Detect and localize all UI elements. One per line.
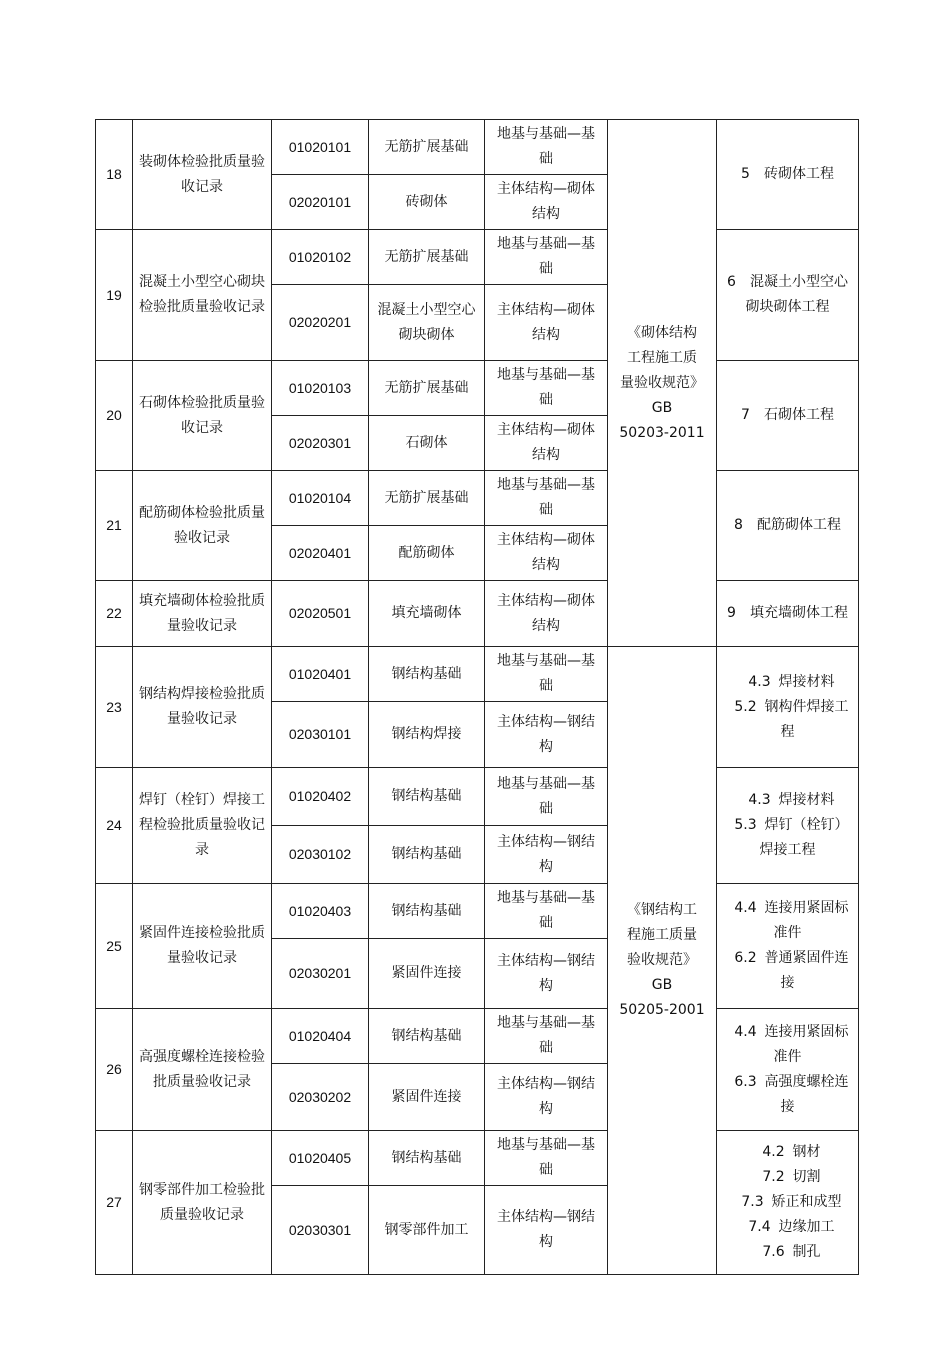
sub-item-name: 钢结构焊接 [369,702,485,768]
clause-title: 混凝土小型空心砌块砌体工程 [745,274,848,315]
item-number: 22 [96,581,133,647]
clause-number: 4.4 [734,900,757,916]
clause-reference [717,1131,859,1275]
clause-number: 4.3 [748,673,771,690]
sub-item-code: 02030301 [272,1186,369,1275]
table-row [96,768,859,826]
clause-line [723,403,852,428]
sub-item-code: 01020404 [272,1009,369,1064]
record-name: 高强度螺栓连接检验批质量验收记录 [133,1009,272,1131]
sub-item-name: 钢结构基础 [369,647,485,702]
record-name: 紧固件连接检验批质量验收记录 [133,884,272,1009]
table-row [96,1131,859,1186]
clause-number: 7.6 [762,1244,785,1260]
sub-item-code: 02030201 [272,939,369,1009]
item-number: 23 [96,647,133,768]
sub-item-name: 砖砌体 [369,175,485,230]
standard-line: 《钢结构工 [627,902,697,918]
clause-line [723,1165,852,1190]
clause-reference [717,361,859,471]
table-row [96,361,859,416]
sub-item-code: 02020401 [272,526,369,581]
clause-reference [717,768,859,884]
clause-title: 焊接材料 [778,673,835,690]
division-name: 主体结构—砌体结构 [485,285,608,361]
clause-title: 边缘加工 [778,1219,835,1235]
division-name: 主体结构—钢结构 [485,939,608,1009]
sub-item-code: 02030102 [272,826,369,884]
clause-line [723,813,852,863]
clause-title: 切割 [792,1169,821,1185]
division-name: 主体结构—砌体结构 [485,526,608,581]
clause-line [723,788,852,813]
record-name: 配筋砌体检验批质量验收记录 [133,471,272,581]
clause-title: 钢材 [792,1144,821,1160]
division-name: 地基与基础—基础 [485,120,608,175]
clause-number: 7.4 [748,1219,771,1235]
standard-line: 50205-2001 [619,1002,705,1018]
clause-line [723,1020,852,1070]
table-row [96,647,859,702]
division-name: 地基与基础—基础 [485,1131,608,1186]
clause-reference [717,581,859,647]
division-name: 地基与基础—基础 [485,647,608,702]
record-name: 焊钉（栓钉）焊接工程检验批质量验收记录 [133,768,272,884]
clause-title: 填充墙砌体工程 [749,605,848,621]
item-number: 20 [96,361,133,471]
record-name: 填充墙砌体检验批质量验收记录 [133,581,272,647]
clause-reference [717,1009,859,1131]
clause-title: 高强度螺栓连接 [764,1073,849,1115]
standard-line: 工程施工质 [627,349,697,366]
sub-item-name: 钢结构基础 [369,826,485,884]
clause-number: 8 [734,517,743,533]
sub-item-name: 钢零部件加工 [369,1186,485,1275]
clause-number: 7 [741,407,750,423]
standard-line: GB [651,399,673,416]
clause-number: 6 [727,274,736,290]
clause-title: 石砌体工程 [763,407,834,423]
acceptance-standard [608,120,717,647]
clause-reference [717,120,859,230]
clause-number: 5.3 [734,817,757,833]
record-name: 混凝土小型空心砌块检验批质量验收记录 [133,230,272,361]
sub-item-code: 01020403 [272,884,369,939]
clause-title: 焊钉（栓钉）焊接工程 [759,817,849,858]
clause-number: 6.2 [734,950,757,966]
clause-number: 6.3 [734,1073,757,1090]
clause-number: 9 [727,605,736,621]
acceptance-standard [608,647,717,1275]
item-number: 27 [96,1131,133,1275]
sub-item-name: 混凝土小型空心砌块砌体 [369,285,485,361]
standard-line: 量验收规范》 [620,374,704,391]
sub-item-name: 无筋扩展基础 [369,230,485,285]
table-row [96,1009,859,1064]
sub-item-name: 石砌体 [369,416,485,471]
table-row [96,581,859,647]
record-name: 石砌体检验批质量验收记录 [133,361,272,471]
clause-reference [717,647,859,768]
item-number: 21 [96,471,133,581]
sub-item-code: 02030202 [272,1064,369,1131]
clause-title: 连接用紧固标准件 [764,1023,849,1065]
sub-item-code: 01020102 [272,230,369,285]
sub-item-code: 02020201 [272,285,369,361]
sub-item-name: 紧固件连接 [369,939,485,1009]
standard-line: 50203-2011 [619,424,705,441]
division-name: 地基与基础—基础 [485,361,608,416]
clause-number: 5.2 [734,698,757,715]
division-name: 主体结构—钢结构 [485,826,608,884]
record-name: 钢零部件加工检验批质量验收记录 [133,1131,272,1275]
clause-line [723,1140,852,1165]
sub-item-name: 钢结构基础 [369,1009,485,1064]
clause-line [723,896,852,946]
division-name: 主体结构—砌体结构 [485,416,608,471]
sub-item-code: 01020405 [272,1131,369,1186]
sub-item-name: 钢结构基础 [369,884,485,939]
sub-item-code: 01020402 [272,768,369,826]
clause-title: 矫正和成型 [771,1194,842,1210]
division-name: 地基与基础—基础 [485,1009,608,1064]
table-row [96,230,859,285]
sub-item-name: 填充墙砌体 [369,581,485,647]
sub-item-code: 01020401 [272,647,369,702]
division-name: 主体结构—钢结构 [485,1186,608,1275]
sub-item-name: 紧固件连接 [369,1064,485,1131]
clause-reference [717,884,859,1009]
standard-line: GB [651,977,673,993]
division-name: 主体结构—砌体结构 [485,175,608,230]
clause-number: 4.2 [762,1144,785,1160]
sub-item-name: 配筋砌体 [369,526,485,581]
clause-number: 4.4 [734,1023,757,1040]
clause-number: 5 [741,166,750,182]
sub-item-code: 02020301 [272,416,369,471]
item-number: 24 [96,768,133,884]
standard-line: 《砌体结构 [627,324,697,341]
clause-title: 制孔 [792,1244,821,1260]
clause-title: 焊接材料 [778,792,835,808]
acceptance-record-table [95,119,859,1275]
clause-line [723,1190,852,1215]
division-name: 主体结构—钢结构 [485,1064,608,1131]
sub-item-name: 钢结构基础 [369,1131,485,1186]
division-name: 主体结构—砌体结构 [485,581,608,647]
sub-item-code: 01020104 [272,471,369,526]
clause-line [723,601,852,626]
clause-line [723,695,852,745]
clause-line [723,162,852,187]
clause-reference [717,230,859,361]
clause-title: 连接用紧固标准件 [764,900,849,941]
sub-item-code: 02030101 [272,702,369,768]
clause-number: 7.2 [762,1169,785,1185]
division-name: 地基与基础—基础 [485,230,608,285]
item-number: 25 [96,884,133,1009]
table-row [96,120,859,175]
sub-item-name: 无筋扩展基础 [369,471,485,526]
clause-line [723,513,852,538]
sub-item-name: 无筋扩展基础 [369,120,485,175]
item-number: 19 [96,230,133,361]
sub-item-code: 02020101 [272,175,369,230]
clause-number: 4.3 [748,792,771,808]
sub-item-code: 01020101 [272,120,369,175]
clause-title: 配筋砌体工程 [756,517,841,533]
table-row [96,884,859,939]
clause-title: 砖砌体工程 [763,166,834,182]
clause-reference [717,471,859,581]
sub-item-name: 无筋扩展基础 [369,361,485,416]
division-name: 地基与基础—基础 [485,471,608,526]
clause-line [723,1240,852,1265]
standard-line: 程施工质量 [627,927,697,943]
record-name: 钢结构焊接检验批质量验收记录 [133,647,272,768]
clause-title: 普通紧固件连接 [764,950,849,991]
clause-number: 7.3 [741,1194,764,1210]
clause-line [723,270,852,320]
item-number: 26 [96,1009,133,1131]
clause-line [723,1215,852,1240]
division-name: 主体结构—钢结构 [485,702,608,768]
clause-line [723,670,852,695]
division-name: 地基与基础—基础 [485,884,608,939]
sub-item-code: 02020501 [272,581,369,647]
clause-line [723,946,852,996]
clause-line [723,1070,852,1120]
record-name: 装砌体检验批质量验收记录 [133,120,272,230]
clause-title: 钢构件焊接工程 [764,698,849,740]
sub-item-name: 钢结构基础 [369,768,485,826]
sub-item-code: 01020103 [272,361,369,416]
standard-line: 验收规范》 [627,952,697,968]
division-name: 地基与基础—基础 [485,768,608,826]
table-row [96,471,859,526]
item-number: 18 [96,120,133,230]
